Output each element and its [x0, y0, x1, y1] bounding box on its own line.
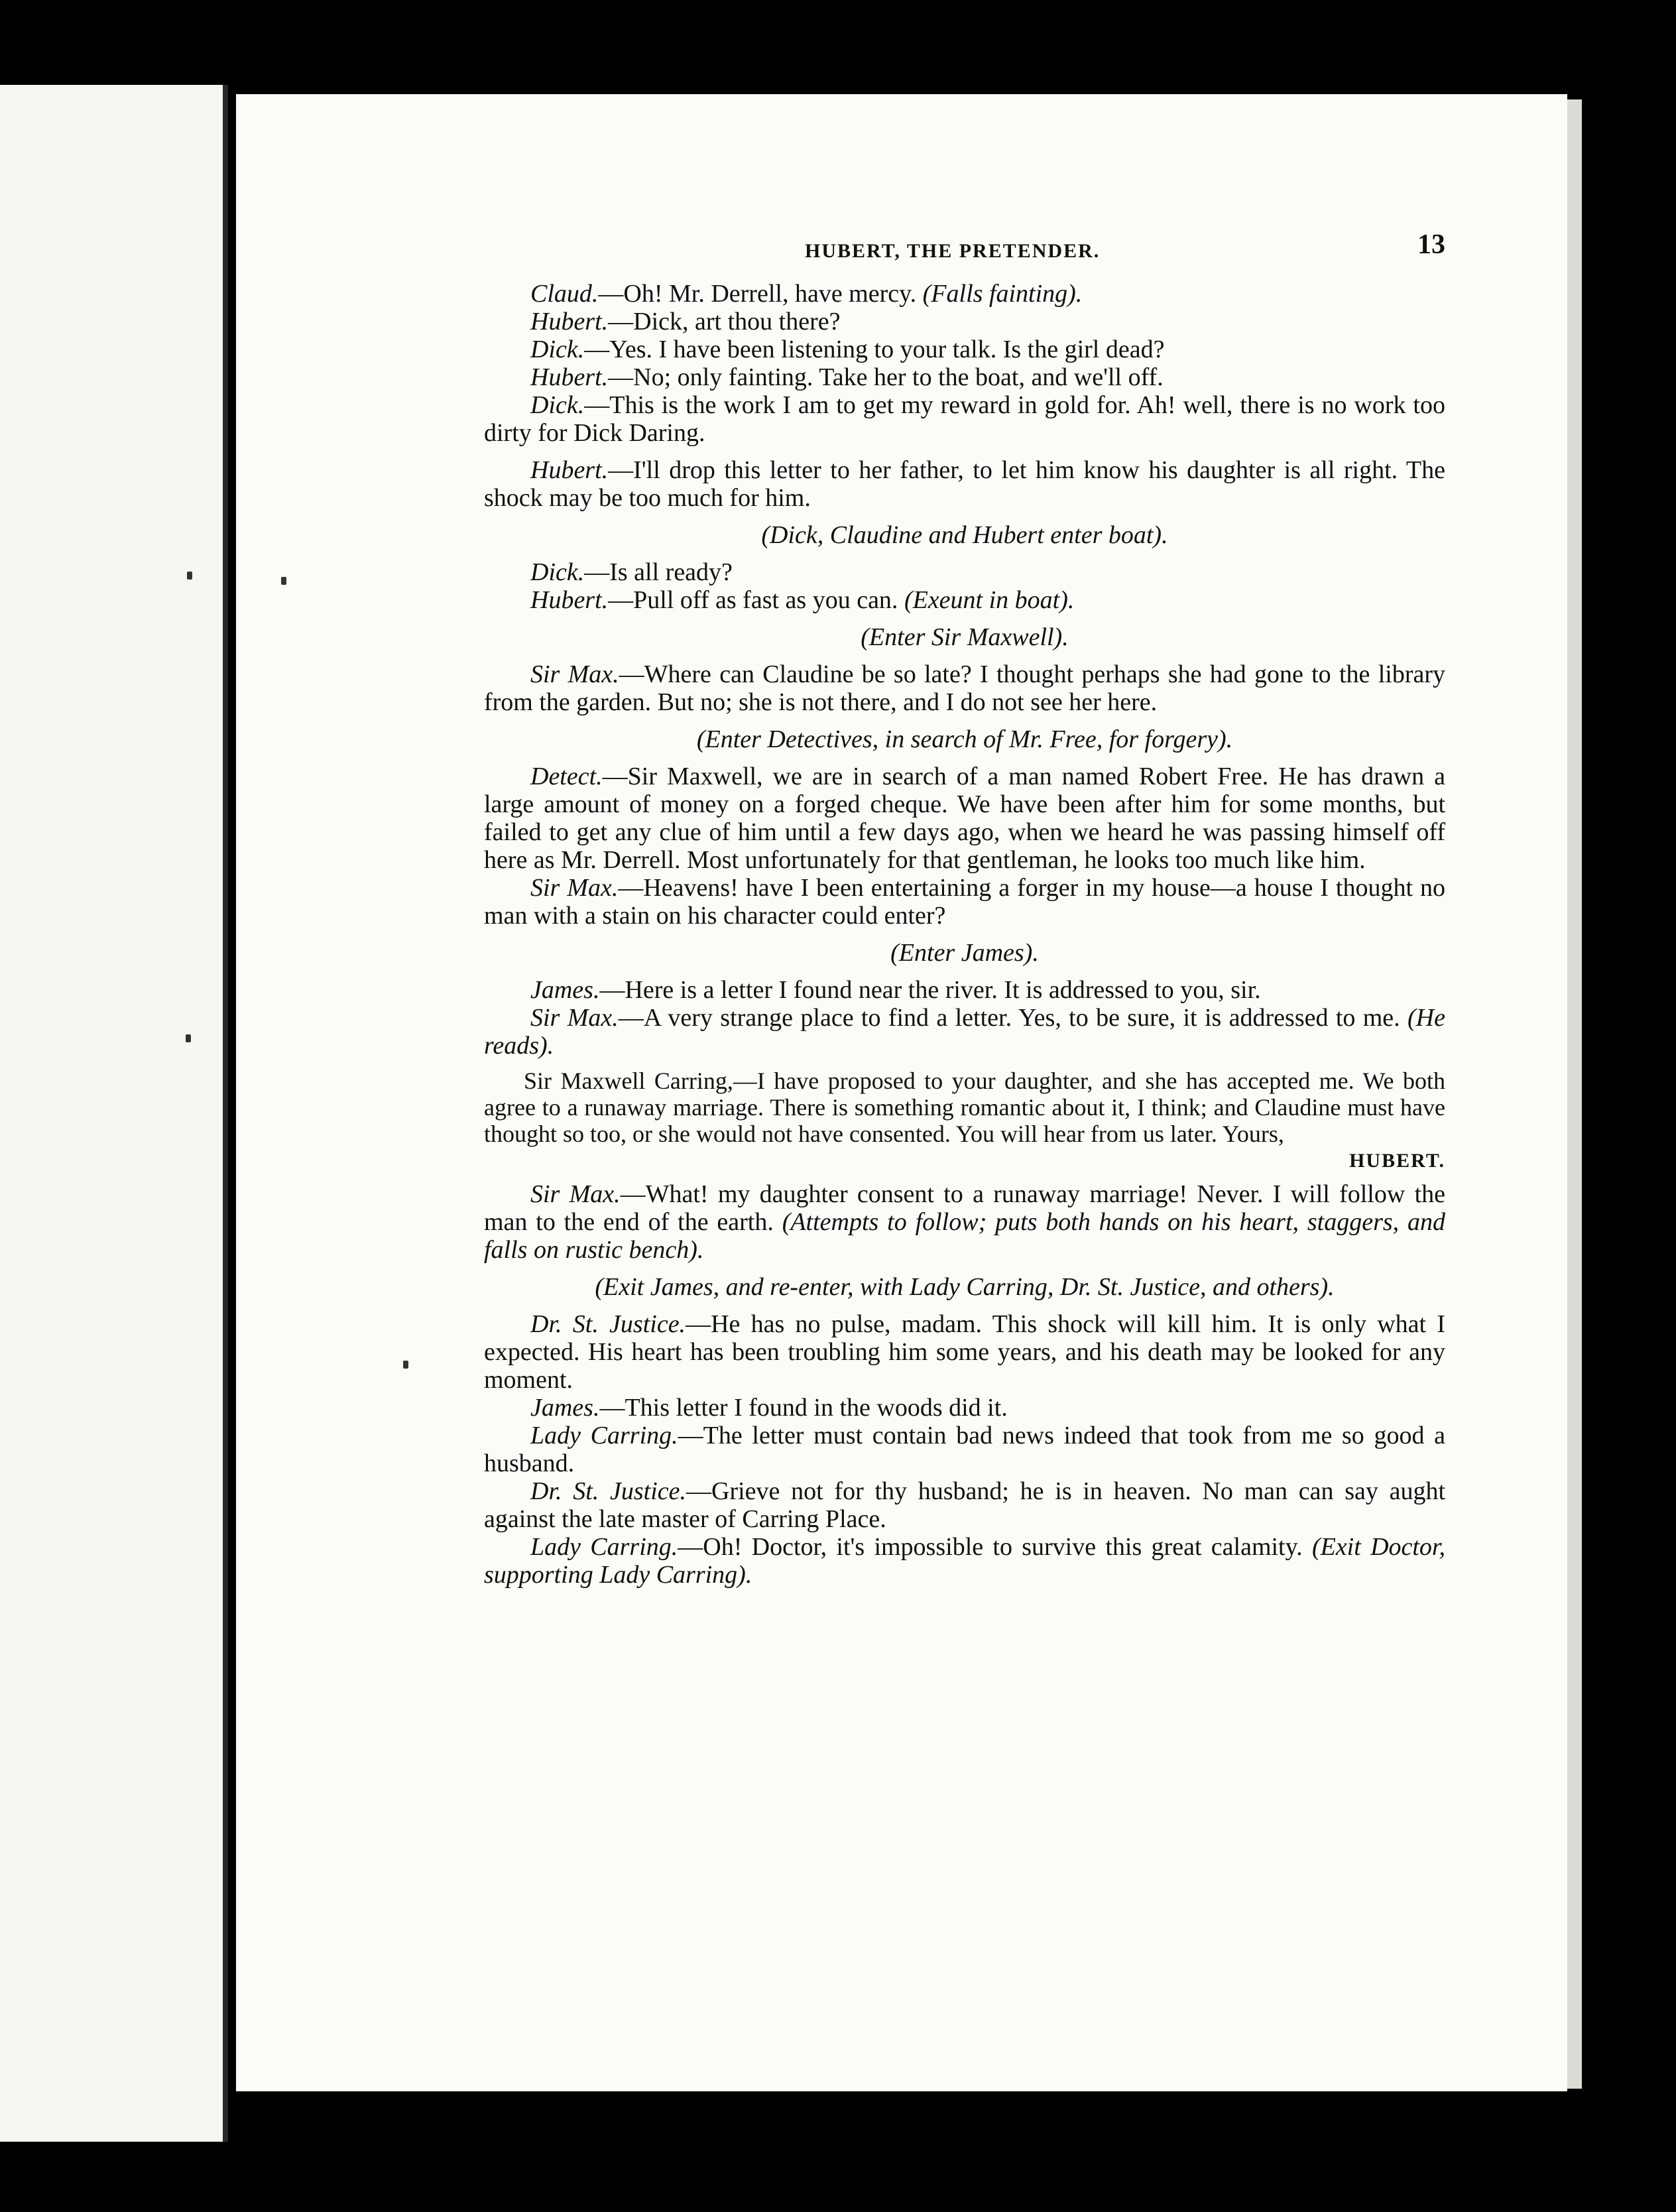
dialogue-line [484, 558, 1445, 586]
speaker: James. [530, 976, 600, 1004]
speaker: Dr. St. Justice. [530, 1477, 687, 1505]
speech: —Pull off as fast as you can. [608, 586, 898, 614]
dialogue-line [484, 1533, 1445, 1589]
speaker: Claud. [530, 280, 599, 308]
speech: —He has no pulse, madam. This shock will kill him. It is only what I expected. His heart has been troubling him some years, and his death may be looked for any moment. [484, 1310, 1445, 1394]
speech: —What! my daughter consent to a runaway marriage! Never. I will follow the man to the end of the earth. [484, 1180, 1445, 1236]
stage-direction: (Exeunt in boat). [904, 586, 1075, 614]
speech: —Yes. I have been listening to your talk. Is the girl dead? [584, 336, 1165, 363]
dialogue-line [484, 976, 1445, 1004]
speech: —Is all ready? [584, 558, 733, 586]
speaker: Sir Max. [530, 1180, 621, 1208]
speech: —Heavens! have I been entertaining a forger in my house—a house I thought no man with a stain on his character could enter? [484, 874, 1446, 930]
margin-mark [281, 577, 286, 585]
dialogue-line [484, 874, 1445, 930]
page-header [484, 231, 1445, 271]
speech: —Here is a letter I found near the river. It is addressed to you, sir. [599, 976, 1261, 1004]
dialogue-line [484, 280, 1445, 308]
page-number: 13 [1417, 229, 1445, 260]
speaker: Hubert. [530, 586, 609, 614]
speaker: Lady Carring. [530, 1533, 678, 1561]
speech: —No; only fainting. Take her to the boat, and we'll off. [608, 363, 1164, 391]
stage-direction: (Attempts to follow; puts both hands on his heart, staggers, and falls on rustic bench). [484, 1208, 1446, 1264]
facing-page-left [0, 85, 225, 2142]
speaker: Sir Max. [530, 874, 619, 902]
dialogue-line [484, 1310, 1445, 1394]
speaker: Detect. [530, 763, 603, 790]
dialogue-line [484, 763, 1445, 874]
letter-text: Sir Maxwell Carring,—I have proposed to your daughter, and she has accepted me. We both agree to a runaway marriage. There is something romantic about it, I think; and Claudine must have thought so too, or she would not have consented. You will hear from us later. Yours, [484, 1068, 1445, 1147]
speech: —Grieve not for thy husband; he is in heaven. No man can say aught against the late master of Carring Place. [484, 1477, 1445, 1533]
margin-mark [403, 1361, 408, 1369]
dialogue-line [484, 1394, 1445, 1422]
dialogue-line [484, 308, 1445, 336]
letter-signature: HUBERT. [1349, 1150, 1445, 1172]
dialogue-line [484, 1004, 1445, 1060]
margin-mark [187, 572, 192, 580]
speaker: Hubert. [530, 363, 609, 391]
speech: —A very strange place to find a letter. Yes, to be sure, it is addressed to me. [618, 1004, 1400, 1032]
dialogue-line [484, 1422, 1445, 1477]
speech: —Oh! Mr. Derrell, have mercy. [598, 280, 917, 308]
page-edge [1567, 99, 1582, 2089]
speech: —The letter must contain bad news indeed that took from me so good a husband. [484, 1422, 1446, 1477]
speech: —Where can Claudine be so late? I thought perhaps she had gone to the library from the garden. But no; she is not there, and I do not see her here. [484, 660, 1445, 716]
dialogue-line [484, 660, 1445, 716]
speech: —This is the work I am to get my reward in gold for. Ah! well, there is no work too dirty for Dick Daring. [484, 391, 1445, 447]
dialogue-line [484, 1180, 1445, 1264]
dialogue-line [484, 586, 1445, 614]
stage-direction: (Enter Sir Maxwell). [861, 623, 1069, 651]
stage-direction: (Falls fainting). [922, 280, 1083, 308]
speaker: Dick. [530, 558, 585, 586]
speaker: Dick. [530, 336, 585, 363]
stage-direction: (Dick, Claudine and Hubert enter boat). [761, 521, 1168, 549]
dialogue-line [484, 391, 1445, 447]
stage-direction: (Enter James). [890, 939, 1039, 967]
margin-mark [186, 1034, 191, 1042]
dialogue-line [484, 1477, 1445, 1533]
speech: —This letter I found in the woods did it. [599, 1394, 1008, 1422]
speaker: Dick. [530, 391, 585, 419]
stage-direction: (Exit Doctor, supporting Lady Carring). [484, 1533, 1446, 1589]
stage-direction: (He reads). [484, 1004, 1445, 1060]
speech: —Dick, art thou there? [608, 308, 841, 336]
book-gutter [223, 85, 228, 2142]
page-text [484, 231, 1445, 1589]
running-head: HUBERT, THE PRETENDER. [805, 240, 1101, 262]
speaker: James. [530, 1394, 600, 1422]
dialogue-line [484, 336, 1445, 363]
stage-direction: (Enter Detectives, in search of Mr. Free, for forgery). [696, 725, 1233, 753]
dialogue-line [484, 363, 1445, 391]
dialogue-line [484, 456, 1445, 512]
speaker: Hubert. [530, 456, 609, 484]
stage-direction: (Exit James, and re-enter, with Lady Carring, Dr. St. Justice, and others). [595, 1273, 1335, 1301]
speech: —I'll drop this letter to her father, to let him know his daughter is all right. The shock may be too much for him. [484, 456, 1445, 512]
speaker: Sir Max. [530, 660, 619, 688]
speaker: Hubert. [530, 308, 609, 336]
speech: —Oh! Doctor, it's impossible to survive this great calamity. [678, 1533, 1303, 1561]
speech: —Sir Maxwell, we are in search of a man named Robert Free. He has drawn a large amount of money on a forged cheque. We have been after him for some months, but failed to get any clue of him until a few days ago, when we heard he was passing himself off here as Mr. Derrell. Most unfortunately for that gentleman, he looks too much like him. [484, 763, 1445, 874]
speaker: Lady Carring. [530, 1422, 678, 1449]
speaker: Dr. St. Justice. [530, 1310, 686, 1338]
speaker: Sir Max. [530, 1004, 619, 1032]
